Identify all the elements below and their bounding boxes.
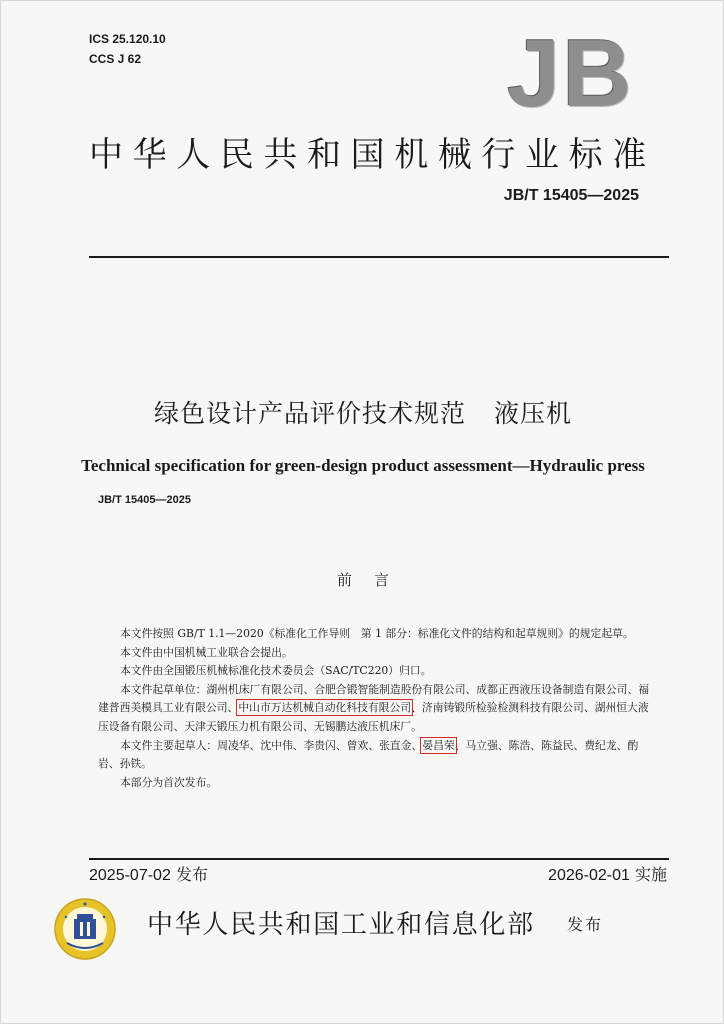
classification-codes [89, 29, 166, 69]
ics-code: ICS 25.120.10 [89, 32, 166, 46]
foreword-paragraph-drafting-rules: 本文件按照 GB/T 1.1—2020《标准化工作导则 第 1 部分：标准化文件的结构和起草规则》的规定起草。 [120, 627, 634, 640]
standard-number: JB/T 15405—2025 [503, 187, 639, 204]
document-title-cn [1, 394, 724, 430]
highlighted-company: 中山市万达机械自动化科技有限公司 [238, 701, 412, 715]
highlighted-drafter: 晏昌荣 [422, 738, 455, 752]
bottom-divider [89, 858, 669, 860]
foreword-paragraph-first-release: 本部分为首次发布。 [120, 775, 218, 789]
drafting-units-text-2: 、济南铸锻所检验检测科技有限公司、湖州恒大液压设备有限公司、天津天锻压力机有限公司、无锡鹏达液压机床厂。 [98, 701, 649, 733]
standard-category-title: 中华人民共和国机械行业标准 [89, 135, 656, 175]
foreword-paragraph-proposer: 本文件由中国机械工业联合会提出。 [120, 645, 293, 659]
drafters-text-2: 、马立强、陈浩、陈益民、费纪龙、酌岩、孙铁。 [98, 738, 639, 771]
foreword-heading: 前言 [336, 571, 411, 589]
foreword-paragraph-committee: 本文件由全国锻压机械标准化技术委员会（SAC/TC220）归口。 [120, 664, 432, 678]
drafting-units-text-1: 本文件起草单位：湖州机床厂有限公司、合肥合锻智能制造股份有限公司、成都正西液压设备制造有限公司、福建普西美模具工业有限公司、 [98, 682, 650, 715]
implement-date: 2026-02-01 [548, 867, 630, 884]
implement-date-line [548, 862, 667, 885]
ccs-code: CCS J 62 [89, 52, 142, 66]
foreword-paragraph-drafting-units [98, 681, 653, 737]
top-divider [89, 256, 669, 258]
publish-date: 2025-07-02 [89, 867, 171, 884]
issuing-ministry: 中华人民共和国工业和信息化部 [147, 910, 535, 940]
publish-label: 发布 [175, 865, 208, 884]
foreword-paragraph-drafters [98, 737, 653, 774]
title-cn-sub: 液压机 [494, 399, 573, 428]
foreword-body [98, 625, 653, 792]
title-cn-main: 绿色设计产品评价技术规范 [153, 399, 466, 428]
ministry-emblem-icon [53, 897, 117, 961]
document-number-small: JB/T 15405—2025 [98, 494, 191, 506]
document-title-en: Technical specification for green-design product assessment—Hydraulic press [81, 456, 645, 475]
drafters-text-1: 本文件主要起草人：周凌华、沈中伟、李贵闪、曾欢、张直金、 [120, 738, 423, 752]
jb-logo: JB [507, 20, 634, 127]
issue-label: 发布 [567, 915, 604, 934]
publish-date-line [89, 862, 208, 885]
implement-label: 实施 [634, 865, 667, 884]
